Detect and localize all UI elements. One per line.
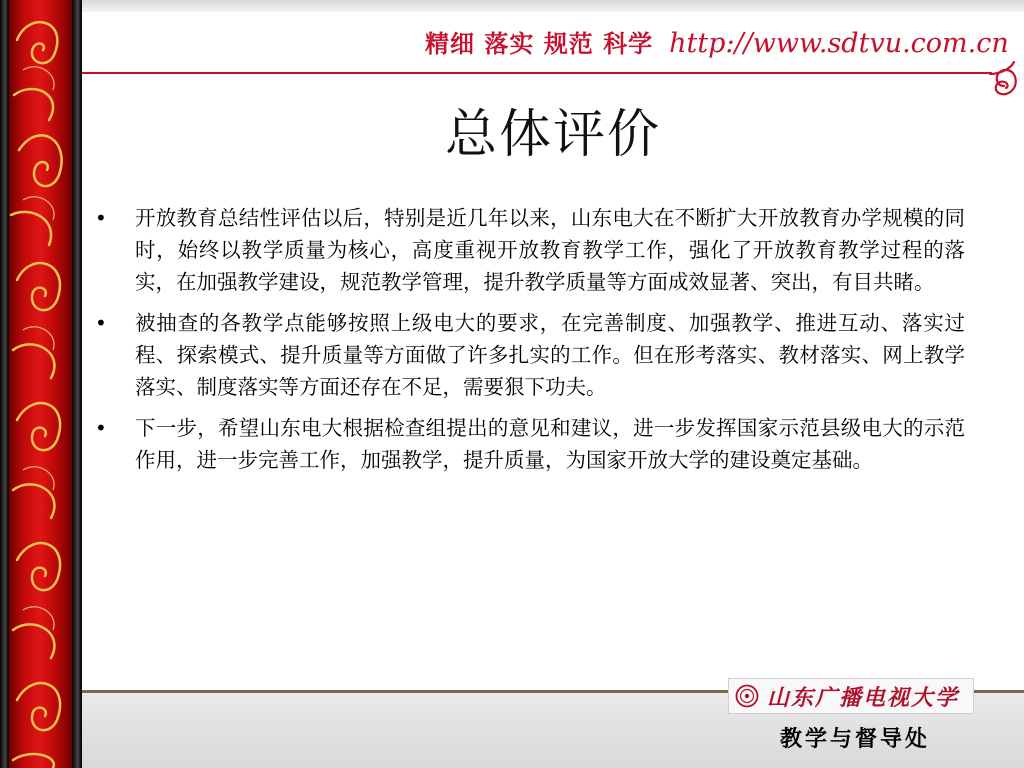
bullet-text: 被抽查的各教学点能够按照上级电大的要求，在完善制度、加强教学、推进互动、落实过程、探索模式、提升质量等方面做了许多扎实的工作。但在形考落实、教材落实、网上教学落实、制度落实等方面还存在不足，需要狠下功夫。 [135,311,965,399]
bullet-item [95,202,965,298]
scroll-rod-left [0,0,9,768]
slogan-text: 精细 落实 规范 科学 [425,30,654,58]
bullet-marker: • [95,416,107,440]
bullet-text: 开放教育总结性评估以后，特别是近几年以来，山东电大在不断扩大开放教育办学规模的同时，始终以教学质量为核心，高度重视开放教育教学工作，强化了开放教育教学过程的落实，在加强教学建设，规范教学管理，提升教学质量等方面成效显著、突出，有目共睹。 [135,206,965,294]
scroll-body [9,0,72,768]
university-logo [728,678,974,714]
bullet-list [95,202,965,485]
scroll-rod-right [72,0,82,768]
bullet-marker: • [95,206,107,230]
bullet-text: 下一步，希望山东电大根据检查组提出的意见和建议，进一步发挥国家示范县级电大的示范作用，进一步完善工作，加强教学，提升质量，为国家开放大学的建设奠定基础。 [135,416,965,472]
department-name: 教学与督导处 [780,727,931,752]
website-url: http://www.sdtvu.com.cn [669,28,1009,59]
page-title: 总体评价 [444,105,661,165]
header-divider [82,72,992,74]
logo-text: 山东广播电视大学 [767,684,960,711]
header-slogan [425,24,1009,60]
seal-icon [735,684,759,708]
cloud-scroll-pattern-icon [9,0,72,768]
bullet-item [95,307,965,403]
bullet-marker: • [95,311,107,335]
header-top-bar [82,0,1024,12]
scroll-decoration [0,0,82,768]
bullet-item [95,412,965,476]
